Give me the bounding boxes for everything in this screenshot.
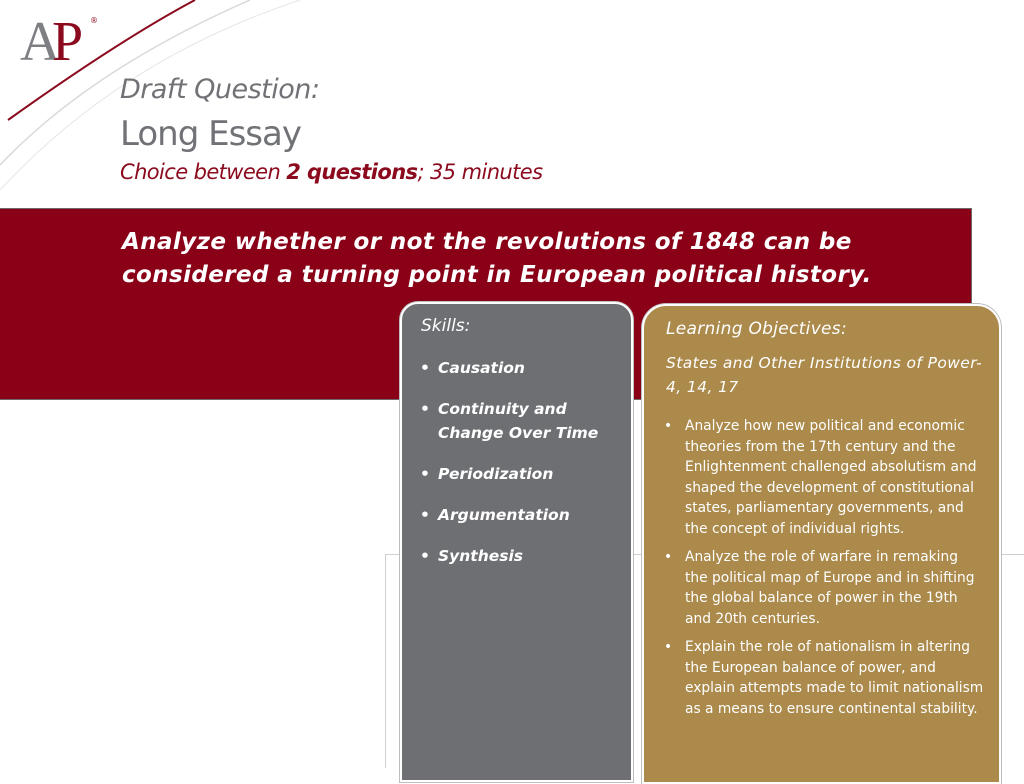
skill-label: Synthesis: [438, 547, 524, 565]
skill-item: [420, 462, 625, 486]
subtitle-emphasis: 2 questions: [286, 160, 418, 184]
skill-label: Causation: [438, 359, 525, 377]
bullet: •: [420, 506, 430, 524]
skill-item: [420, 397, 625, 445]
objective-text: Analyze how new political and economic theories from the 17th century and the Enlightenment challenged absolutism and shaped the development of constitutional states, parliamentary governments, and the concept of individual rights.: [685, 418, 977, 537]
objective-text: Explain the role of nationalism in altering the European balance of power, and explain attempts made to limit nationalism as a means to ensure continental stability.: [685, 639, 984, 717]
skill-item: [420, 544, 625, 568]
page-title: Long Essay: [120, 114, 301, 154]
bullet: •: [420, 547, 430, 565]
skills-heading: Skills:: [421, 316, 471, 336]
skill-item: [420, 356, 625, 380]
objective-item: [664, 416, 984, 539]
draft-question-label: Draft Question:: [120, 74, 320, 105]
bullet: •: [420, 359, 430, 377]
objectives-category: States and Other Institutions of Power-4, 14, 17: [666, 354, 983, 396]
learning-objectives-panel: [642, 304, 1001, 784]
objective-item: [664, 637, 984, 719]
ap-logo: [20, 11, 100, 73]
bullet: •: [420, 465, 430, 483]
skills-list: [420, 356, 625, 585]
skill-item: [420, 503, 625, 527]
bullet: •: [664, 549, 673, 565]
bullet: •: [420, 400, 430, 418]
logo-letter-p: P: [52, 11, 84, 73]
subtitle-prefix: Choice between: [120, 160, 287, 184]
logo-letter-a: A: [20, 11, 55, 73]
skill-label: Periodization: [438, 465, 554, 483]
essay-prompt: Analyze whether or not the revolutions of 1848 can be considered a turning point in European political history.: [122, 229, 872, 288]
subtitle-suffix: ; 35 minutes: [417, 160, 543, 184]
learning-objectives-heading: Learning Objectives:: [666, 319, 847, 339]
objectives-list: [664, 416, 984, 727]
skill-label: Continuity and Change Over Time: [438, 400, 599, 442]
bullet: •: [664, 418, 673, 434]
objective-text: Analyze the role of warfare in remaking the political map of Europe and in shifting the global balance of power in the 19th and 20th centuries.: [685, 549, 975, 627]
skill-label: Argumentation: [438, 506, 570, 524]
page-subtitle: [120, 160, 542, 184]
skills-panel: [400, 302, 633, 782]
bullet: •: [664, 639, 673, 655]
objective-item: [664, 547, 984, 629]
background-divider-vertical: [385, 555, 386, 768]
registered-mark: ®: [90, 16, 98, 25]
